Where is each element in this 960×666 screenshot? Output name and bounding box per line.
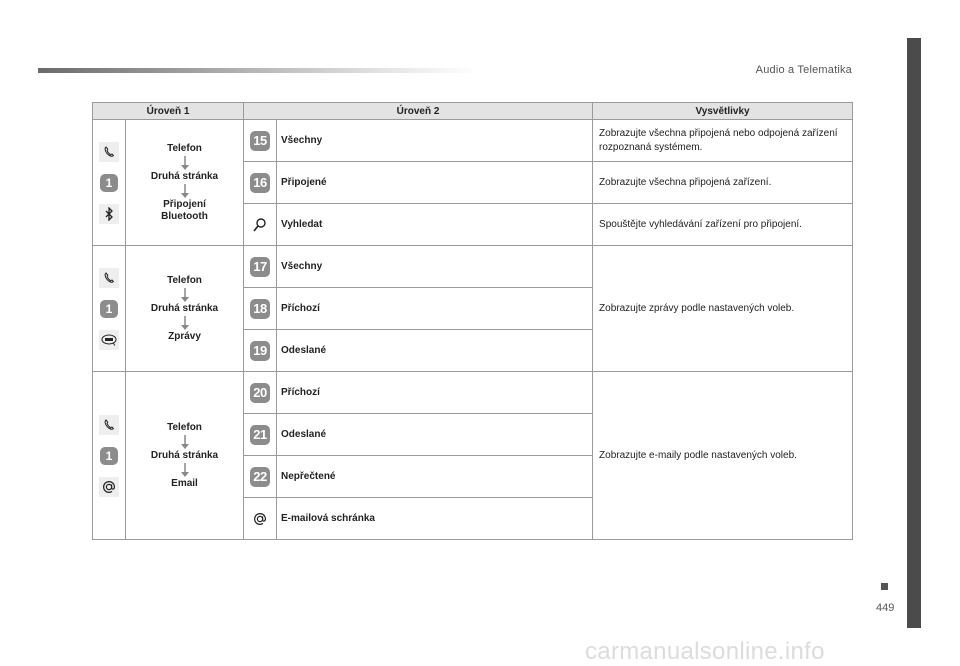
email-icon bbox=[244, 512, 276, 526]
explanation: Zobrazujte e-maily podle nastavených voleb. bbox=[593, 372, 853, 540]
header-explanations: Vysvětlivky bbox=[593, 103, 853, 120]
header-level2: Úroveň 2 bbox=[244, 103, 593, 120]
path-step: Druhá stránka bbox=[150, 449, 219, 461]
path-step: Email bbox=[171, 477, 198, 489]
path-step: Telefon bbox=[167, 142, 202, 154]
phone-icon bbox=[99, 268, 119, 288]
page-number: 449 bbox=[876, 602, 895, 614]
header-level1: Úroveň 1 bbox=[93, 103, 244, 120]
page-marker bbox=[881, 583, 888, 590]
level1-icons bbox=[93, 120, 126, 246]
arrow-down-icon bbox=[180, 315, 190, 331]
path-step: Telefon bbox=[167, 274, 202, 286]
section-title: Audio a Telematika bbox=[755, 64, 852, 76]
explanation: Spouštějte vyhledávání zařízení pro připojení. bbox=[593, 204, 853, 246]
level2-label: Vyhledat bbox=[277, 204, 593, 246]
level2-badge: 15 bbox=[250, 131, 270, 151]
watermark: carmanualsonline.info bbox=[585, 638, 825, 665]
level1-icons bbox=[93, 246, 126, 372]
side-thumb-bar bbox=[907, 38, 921, 628]
level2-label: Příchozí bbox=[277, 372, 593, 414]
level2-badge: 19 bbox=[250, 341, 270, 361]
level2-badge: 18 bbox=[250, 299, 270, 319]
explanation: Zobrazujte zprávy podle nastavených voleb. bbox=[593, 246, 853, 372]
level2-label: Odeslané bbox=[277, 330, 593, 372]
bluetooth-icon bbox=[99, 204, 119, 224]
path-step: Druhá stránka bbox=[150, 170, 219, 182]
arrow-down-icon bbox=[180, 183, 190, 199]
level1-path bbox=[126, 120, 244, 246]
level2-badge: 21 bbox=[250, 425, 270, 445]
level2-badge: 16 bbox=[250, 173, 270, 193]
path-step: Druhá stránka bbox=[150, 302, 219, 314]
level1-badge: 1 bbox=[100, 174, 118, 192]
explanation: Zobrazujte všechna připojená nebo odpojená zařízení rozpoznaná systémem. bbox=[593, 120, 853, 162]
table-row bbox=[93, 372, 853, 414]
level2-label: Všechny bbox=[277, 246, 593, 288]
table-header-row bbox=[93, 103, 853, 120]
sms-icon bbox=[99, 330, 119, 350]
level1-badge: 1 bbox=[100, 300, 118, 318]
explanation: Zobrazujte všechna připojená zařízení. bbox=[593, 162, 853, 204]
path-step: Zprávy bbox=[168, 330, 201, 342]
phone-icon bbox=[99, 415, 119, 435]
phone-icon bbox=[99, 142, 119, 162]
level2-label: Odeslané bbox=[277, 414, 593, 456]
arrow-down-icon bbox=[180, 287, 190, 303]
email-icon bbox=[99, 477, 119, 497]
level2-label: E-mailová schránka bbox=[277, 498, 593, 540]
path-step: Telefon bbox=[167, 421, 202, 433]
arrow-down-icon bbox=[180, 155, 190, 171]
level1-path bbox=[126, 372, 244, 540]
level2-badge: 20 bbox=[250, 383, 270, 403]
level2-label: Všechny bbox=[277, 120, 593, 162]
menu-table bbox=[92, 102, 853, 540]
level1-icons bbox=[93, 372, 126, 540]
table-row bbox=[93, 120, 853, 162]
path-step: Připojení Bluetooth bbox=[161, 198, 208, 222]
arrow-down-icon bbox=[180, 462, 190, 478]
arrow-down-icon bbox=[180, 434, 190, 450]
level1-badge: 1 bbox=[100, 447, 118, 465]
level2-label: Připojené bbox=[277, 162, 593, 204]
search-icon bbox=[244, 217, 276, 233]
level2-label: Nepřečtené bbox=[277, 456, 593, 498]
level2-label: Příchozí bbox=[277, 288, 593, 330]
level2-badge: 17 bbox=[250, 257, 270, 277]
table-row bbox=[93, 246, 853, 288]
level2-badge: 22 bbox=[250, 467, 270, 487]
level1-path bbox=[126, 246, 244, 372]
header-gradient-bar bbox=[38, 68, 478, 73]
